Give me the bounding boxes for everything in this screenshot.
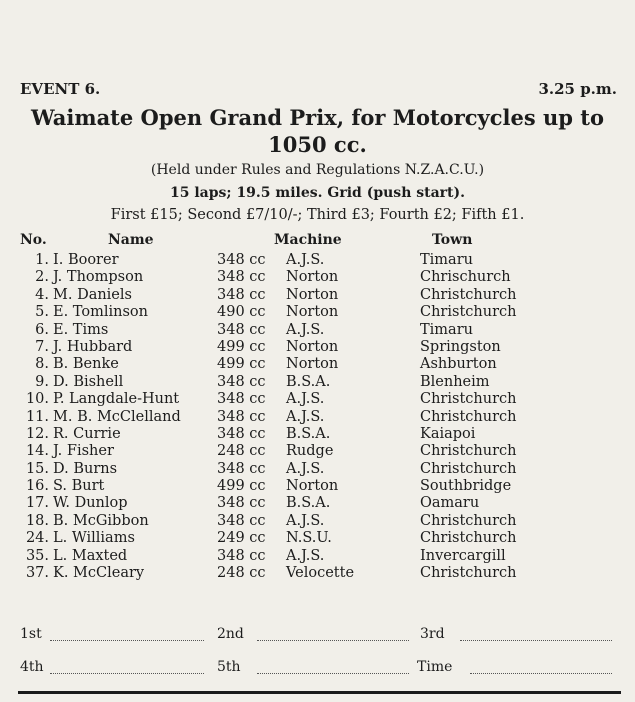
entry-rider-name: B. Benke <box>53 356 119 373</box>
entry-machine-make: Norton <box>286 356 339 373</box>
entry-rider-name: J. Hubbard <box>53 338 133 355</box>
entry-machine-make: A.J.S. <box>286 460 325 477</box>
entry-machine-make: Velocette <box>286 565 355 582</box>
entry-row <box>0 565 635 582</box>
result-blank-2nd[interactable] <box>257 640 409 641</box>
entry-machine-make: Rudge <box>286 443 334 460</box>
entry-row <box>0 304 635 321</box>
entry-row <box>0 530 635 547</box>
entry-engine-capacity: 499 cc <box>217 356 266 373</box>
entry-row <box>0 409 635 426</box>
entry-engine-capacity: 348 cc <box>217 252 266 268</box>
result-label-4th: 4th <box>20 659 44 675</box>
result-blank-3rd[interactable] <box>460 640 612 641</box>
entry-rider-name: L. Maxted <box>53 547 128 564</box>
entry-number: 2. <box>35 269 49 286</box>
entry-number: 8. <box>35 356 49 373</box>
entry-town: Christchurch <box>420 512 517 529</box>
entry-row <box>0 374 635 391</box>
entry-number: 24. <box>25 530 49 547</box>
entry-number: 35. <box>25 547 49 564</box>
entry-list <box>0 252 635 582</box>
event-title <box>10 104 625 158</box>
entry-row <box>0 495 635 512</box>
entry-number: 7. <box>35 338 49 355</box>
entry-engine-capacity: 348 cc <box>217 321 266 338</box>
entry-number: 10. <box>25 391 49 408</box>
bottom-rule <box>18 691 621 694</box>
entry-rider-name: K. McCleary <box>53 565 145 582</box>
entry-row <box>0 478 635 495</box>
entry-engine-capacity: 248 cc <box>217 565 266 582</box>
result-blank-5th[interactable] <box>257 673 409 674</box>
entry-row <box>0 513 635 530</box>
entry-town: Timaru <box>420 252 473 268</box>
entry-number: 37. <box>25 565 49 582</box>
entry-rider-name: B. McGibbon <box>53 512 149 529</box>
entry-machine-make: Norton <box>286 478 339 495</box>
entry-engine-capacity: 248 cc <box>217 443 266 460</box>
entry-number: 1. <box>35 252 49 268</box>
entry-machine-make: A.J.S. <box>286 391 325 408</box>
entry-engine-capacity: 348 cc <box>217 460 266 477</box>
entry-number: 11. <box>25 408 49 425</box>
entry-machine-make: A.J.S. <box>286 547 325 564</box>
entry-rider-name: M. B. McClelland <box>53 408 181 425</box>
entry-machine-make: B.S.A. <box>286 425 331 442</box>
entry-number: 17. <box>25 495 49 512</box>
entry-number: 9. <box>35 373 49 390</box>
entry-row <box>0 443 635 460</box>
entry-town: Springston <box>420 338 501 355</box>
column-header-name: Name <box>108 232 154 248</box>
entry-town: Christchurch <box>420 565 517 582</box>
entry-rider-name: D. Bishell <box>53 373 124 390</box>
entry-engine-capacity: 499 cc <box>217 338 266 355</box>
event-number: EVENT 6. <box>20 80 101 98</box>
entry-engine-capacity: 348 cc <box>217 286 266 303</box>
entry-number: 5. <box>35 304 49 321</box>
entry-rider-name: J. Fisher <box>53 443 114 460</box>
entry-number: 14. <box>25 443 49 460</box>
entry-town: Christchurch <box>420 304 517 321</box>
result-label-time: Time <box>417 659 453 675</box>
entry-town: Invercargill <box>420 547 506 564</box>
entry-rider-name: L. Williams <box>53 530 135 547</box>
entry-rider-name: W. Dunlop <box>53 495 128 512</box>
entry-rider-name: R. Currie <box>53 425 121 442</box>
entry-machine-make: A.J.S. <box>286 252 325 268</box>
entry-town: Christchurch <box>420 391 517 408</box>
entry-engine-capacity: 249 cc <box>217 530 266 547</box>
entry-number: 12. <box>25 425 49 442</box>
entry-machine-make: B.S.A. <box>286 373 331 390</box>
entry-engine-capacity: 348 cc <box>217 408 266 425</box>
entry-town: Chrischurch <box>420 269 511 286</box>
entry-row <box>0 426 635 443</box>
result-label-5th: 5th <box>217 659 241 675</box>
column-header-no: No. <box>20 232 47 248</box>
entry-row <box>0 252 635 269</box>
entry-town: Christchurch <box>420 408 517 425</box>
entry-town: Christchurch <box>420 286 517 303</box>
result-label-1st: 1st <box>20 626 42 642</box>
entry-row <box>0 461 635 478</box>
entry-town: Southbridge <box>420 478 512 495</box>
entry-town: Blenheim <box>420 373 490 390</box>
entry-machine-make: Norton <box>286 269 339 286</box>
entry-town: Ashburton <box>420 356 497 373</box>
entry-machine-make: A.J.S. <box>286 512 325 529</box>
result-blank-4th[interactable] <box>50 673 204 674</box>
entry-row <box>0 287 635 304</box>
entry-rider-name: E. Tomlinson <box>53 304 148 321</box>
entry-rider-name: S. Burt <box>53 478 105 495</box>
regulations-note: (Held under Rules and Regulations N.Z.A.C.U.) <box>150 162 485 178</box>
entry-row <box>0 391 635 408</box>
entry-town: Timaru <box>420 321 473 338</box>
entry-row <box>0 339 635 356</box>
entry-row <box>0 356 635 373</box>
entry-machine-make: Norton <box>286 286 339 303</box>
entry-town: Christchurch <box>420 530 517 547</box>
entry-number: 4. <box>35 286 49 303</box>
entry-engine-capacity: 348 cc <box>217 495 266 512</box>
entry-rider-name: M. Daniels <box>53 286 132 303</box>
entry-engine-capacity: 348 cc <box>217 373 266 390</box>
event-time: 3.25 p.m. <box>538 80 617 98</box>
result-label-2nd: 2nd <box>217 626 244 642</box>
entry-machine-make: Norton <box>286 304 339 321</box>
result-blank-1st[interactable] <box>50 640 204 641</box>
entry-machine-make: Norton <box>286 338 339 355</box>
entry-town: Oamaru <box>420 495 480 512</box>
entry-engine-capacity: 348 cc <box>217 391 266 408</box>
entry-town: Christchurch <box>420 460 517 477</box>
entry-town: Christchurch <box>420 443 517 460</box>
race-details: 15 laps; 19.5 miles. Grid (push start). <box>169 185 466 201</box>
entry-engine-capacity: 348 cc <box>217 512 266 529</box>
entry-engine-capacity: 348 cc <box>217 269 266 286</box>
entry-engine-capacity: 499 cc <box>217 478 266 495</box>
result-label-3rd: 3rd <box>420 626 445 642</box>
column-header-town: Town <box>432 232 473 248</box>
entry-rider-name: P. Langdale-Hunt <box>53 391 180 408</box>
entry-town: Kaiapoi <box>420 425 476 442</box>
entry-rider-name: I. Boorer <box>53 252 119 268</box>
entry-row <box>0 269 635 286</box>
entry-rider-name: D. Burns <box>53 460 118 477</box>
entry-machine-make: B.S.A. <box>286 495 331 512</box>
entry-row <box>0 322 635 339</box>
entry-machine-make: A.J.S. <box>286 408 325 425</box>
column-header-machine: Machine <box>274 232 342 248</box>
entry-number: 6. <box>35 321 49 338</box>
entry-number: 16. <box>25 478 49 495</box>
entry-machine-make: A.J.S. <box>286 321 325 338</box>
event-title-line-1: Waimate Open Grand Prix, for Motorcycles up to <box>31 105 604 130</box>
entry-rider-name: J. Thompson <box>53 269 144 286</box>
entry-engine-capacity: 348 cc <box>217 547 266 564</box>
entry-row <box>0 548 635 565</box>
entry-rider-name: E. Tims <box>53 321 109 338</box>
entry-number: 15. <box>25 460 49 477</box>
entry-engine-capacity: 490 cc <box>217 304 266 321</box>
entry-machine-make: N.S.U. <box>286 530 332 547</box>
prize-money: First £15; Second £7/10/-; Third £3; Fourth £2; Fifth £1. <box>110 207 525 223</box>
entry-engine-capacity: 348 cc <box>217 425 266 442</box>
event-header <box>20 80 617 100</box>
result-blank-time[interactable] <box>470 673 612 674</box>
entry-number: 18. <box>25 512 49 529</box>
event-title-line-2: 1050 cc. <box>268 132 367 157</box>
